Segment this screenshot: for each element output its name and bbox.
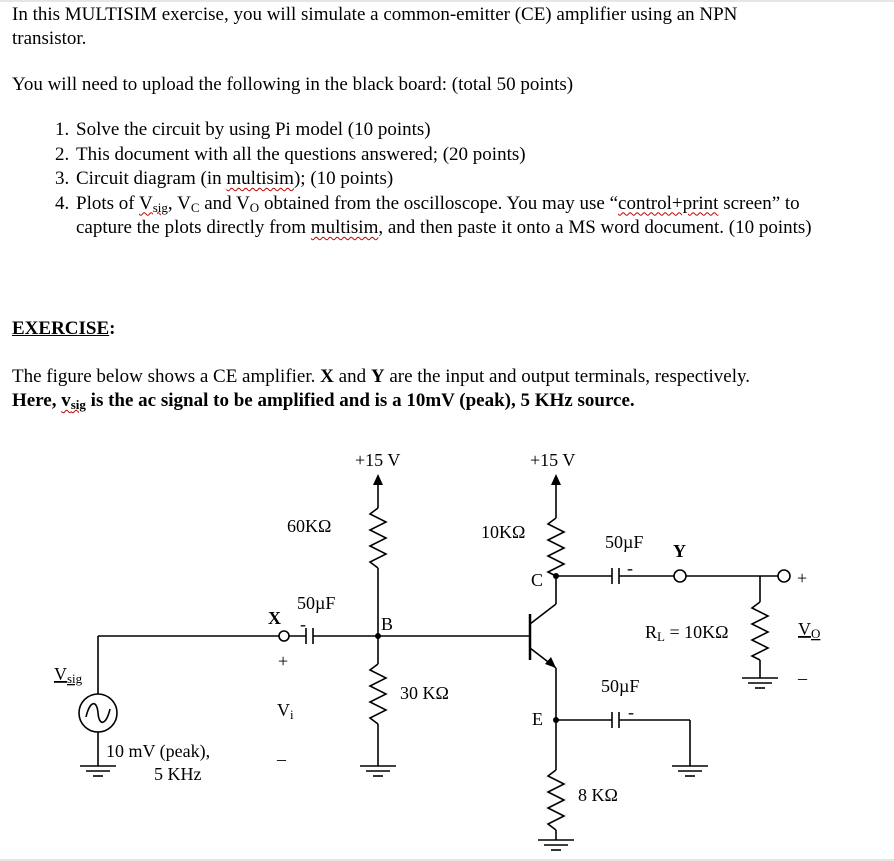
exercise-heading: EXERCISE:	[12, 318, 116, 339]
intro-line-1: In this MULTISIM exercise, you will simulate a common-emitter (CE) amplifier using an NPN	[12, 4, 738, 25]
sine-wave-icon	[86, 704, 110, 723]
terminal-y	[674, 570, 686, 582]
vo-minus: –	[798, 668, 807, 688]
c-out-label: 50µF	[605, 532, 644, 552]
vi-minus: –	[277, 749, 286, 769]
rl-label: RL = 10KΩ	[645, 622, 729, 644]
spellcheck-word: multisim	[310, 217, 379, 238]
resistor-60k	[370, 508, 386, 568]
source-amplitude-label: 10 mV (peak),	[106, 741, 211, 761]
r2-label: 30 KΩ	[400, 683, 449, 703]
c-e-label: 50µF	[601, 676, 640, 696]
cap-out-minus: -	[627, 558, 633, 578]
vcc-collector-label: +15 V	[530, 450, 576, 470]
upload-instructions: You will need to upload the following in the black board: (total 50 points)	[12, 74, 574, 95]
ground-cap-e-icon	[672, 766, 708, 776]
vsig-symbol: $V_{sig}$	[139, 192, 168, 215]
vi-plus: +	[278, 651, 289, 671]
task-item-2: 2. This document with all the questions answered; (20 points)	[74, 143, 854, 168]
resistor-10k	[548, 518, 564, 576]
resistor-30k	[370, 664, 386, 724]
cap-e-minus: -	[628, 702, 634, 722]
vcc-base-arrow-icon	[373, 474, 383, 485]
ground-rl-icon	[742, 678, 778, 688]
resistor-8k	[548, 770, 564, 830]
source-frequency-label: 5 KHz	[154, 764, 202, 784]
cap-in-minus: -	[300, 614, 306, 634]
c-in-label: 50µF	[297, 593, 336, 613]
resistor-rl	[752, 602, 768, 660]
task-list	[36, 118, 854, 241]
terminal-x-label: X	[268, 608, 281, 628]
emitter-arrow-icon	[545, 657, 556, 668]
ce-amplifier-circuit	[0, 440, 894, 861]
terminal-output	[778, 570, 790, 582]
vsig-symbol: $v_{sig}$	[61, 390, 86, 412]
emitter-junction-dot	[553, 717, 559, 723]
ground-30k-icon	[360, 766, 396, 776]
task-item-3: 3. Circuit diagram (in multisim); (10 points)	[74, 167, 854, 192]
task-item-1: 1. Solve the circuit by using Pi model (10 points)	[74, 118, 854, 143]
ground-8k-icon	[538, 840, 574, 850]
page-top-edge	[0, 0, 894, 2]
vsig-label: Vsig	[54, 664, 83, 686]
task-item-4: 4. Plots of $V_{sig}$, $V_C$ and $V_O$ obtained from the oscilloscope. You may use “control+print screen” to capture the plots directly from multisim, and then paste it onto a MS word document. (10 points)	[74, 192, 854, 241]
node-b-label: B	[381, 614, 394, 634]
rc-label: 10KΩ	[481, 522, 526, 542]
r1-label: 60KΩ	[287, 516, 332, 536]
spellcheck-word: multisim	[226, 168, 294, 189]
exercise-paragraph-2: Here, $v_{sig}$ is the ac signal to be amplified and is a 10mV (peak), 5 KHz source.	[12, 390, 635, 412]
vi-label: Vi	[277, 700, 294, 722]
ground-source-icon	[80, 766, 116, 776]
transistor-collector-leg	[530, 604, 556, 624]
collector-junction-dot	[553, 573, 559, 579]
intro-line-2: transistor.	[12, 28, 87, 49]
vcc-base-label: +15 V	[355, 450, 401, 470]
spellcheck-word: control+print	[618, 192, 719, 214]
exercise-paragraph-1: The figure below shows a CE amplifier. X and Y are the input and output terminals, respectively.	[12, 366, 751, 387]
terminal-y-label: Y	[673, 541, 686, 561]
node-c-label: C	[531, 570, 544, 590]
vo-plus: +	[797, 568, 808, 588]
re-label: 8 KΩ	[578, 785, 618, 805]
vcc-collector-arrow-icon	[551, 474, 561, 485]
node-e-label: E	[532, 709, 543, 729]
terminal-x	[279, 631, 289, 641]
vo-label: VO	[798, 619, 821, 641]
